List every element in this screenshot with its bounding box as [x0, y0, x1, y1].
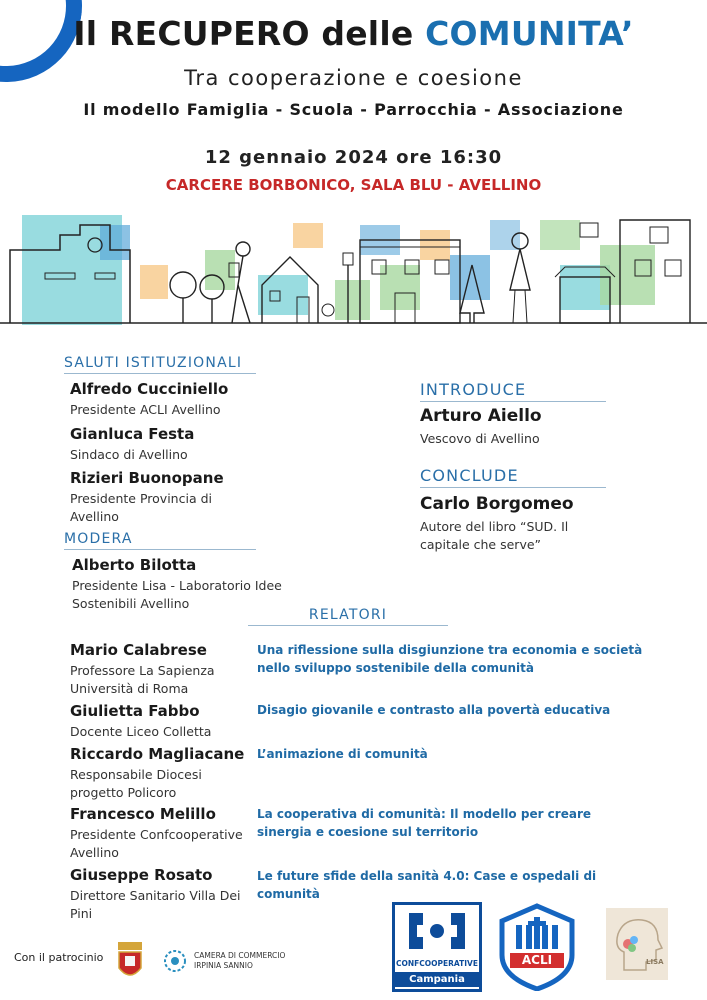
- camera-line-1: CAMERA DI COMMERCIO: [194, 951, 286, 960]
- relatore-3: [70, 745, 255, 802]
- person-name: Arturo Aiello: [420, 406, 542, 426]
- relatore-2: [70, 702, 245, 741]
- confcoop-line-2: Campania: [395, 972, 479, 987]
- person-name: Giuseppe Rosato: [70, 866, 213, 884]
- relatore-5-topic: Le future sfide della sanità 4.0: Case e ospedali di comunità: [257, 869, 597, 901]
- person-role: Docente Liceo Colletta: [70, 724, 212, 739]
- person-name: Rizieri Buonopane: [70, 469, 224, 487]
- person-name: Alberto Bilotta: [72, 556, 197, 574]
- lisa-label: LISA: [646, 958, 664, 966]
- camera-line-2: IRPINIA SANNIO: [194, 961, 253, 970]
- patrocinio-label: Con il patrocinio: [14, 951, 104, 964]
- relatore-2-topic: Disagio giovanile e contrasto alla povertà educativa: [257, 703, 611, 717]
- confcooperative-mark-icon: [395, 905, 479, 957]
- section-conclude-heading: CONCLUDE: [420, 466, 606, 488]
- person-name: Mario Calabrese: [70, 641, 207, 659]
- relatore-4: [70, 805, 245, 862]
- person-role: Professore La Sapienza Università di Roma: [70, 663, 215, 696]
- relatore-5: [70, 866, 245, 923]
- title-part-1: Il RECUPERO delle: [73, 14, 426, 53]
- person-role: Direttore Sanitario Villa Dei Pini: [70, 888, 241, 921]
- person-name: Carlo Borgomeo: [420, 494, 574, 514]
- section-modera-heading: MODERA: [64, 531, 256, 550]
- saluti-person-3: [70, 469, 240, 526]
- saluti-person-1: [70, 380, 310, 419]
- town-illustration: [0, 205, 707, 335]
- section-saluti-heading: SALUTI ISTITUZIONALI: [64, 355, 256, 374]
- confcoop-line-1: CONFCOOPERATIVE: [396, 959, 478, 968]
- person-role: Responsabile Diocesi progetto Policoro: [70, 767, 202, 800]
- event-place: CARCERE BORBONICO, SALA BLU - AVELLINO: [165, 176, 542, 194]
- relatore-1-topic: Una riflessione sulla disgiunzione tra economia e società nello sviluppo sostenibile della comunità: [257, 643, 643, 675]
- event-date: 12 gennaio 2024 ore 16:30: [204, 147, 503, 168]
- lisa-logo: [606, 908, 668, 980]
- person-role: Sindaco di Avellino: [70, 447, 188, 462]
- person-role: Presidente ACLI Avellino: [70, 402, 221, 417]
- avellino-crest-icon: [115, 938, 145, 986]
- relatore-4-topic: La cooperativa di comunità: Il modello per creare sinergia e coesione sul territorio: [257, 807, 591, 839]
- person-name: Alfredo Cucciniello: [70, 380, 229, 398]
- section-relatori-heading: RELATORI: [248, 607, 448, 626]
- person-role: Vescovo di Avellino: [420, 431, 540, 446]
- lisa-head-icon: [606, 908, 668, 980]
- acli-logo-icon: [498, 903, 576, 991]
- saluti-person-2: [70, 425, 310, 464]
- subtitle: Tra cooperazione e coesione: [184, 66, 523, 90]
- person-name: Giulietta Fabbo: [70, 702, 200, 720]
- camera-commercio-label: [194, 951, 285, 971]
- camera-commercio-logo-icon: [162, 948, 188, 974]
- page-title: [0, 14, 707, 53]
- relatore-3-topic: L’animazione di comunità: [257, 747, 428, 761]
- model-line: Il modello Famiglia - Scuola - Parrocchia - Associazione: [83, 100, 624, 119]
- person-role: Presidente Lisa - Laboratorio Idee Sostenibili Avellino: [72, 578, 282, 611]
- confcooperative-logo: [392, 902, 482, 992]
- conclude-person: [420, 494, 620, 554]
- person-name: Francesco Melillo: [70, 805, 216, 823]
- section-introduce-heading: INTRODUCE: [420, 380, 606, 402]
- person-role: Presidente Provincia di Avellino: [70, 491, 212, 524]
- person-name: Gianluca Festa: [70, 425, 195, 443]
- title-part-2: COMUNITA’: [425, 14, 634, 53]
- person-role: Autore del libro “SUD. Il capitale che serve”: [420, 519, 569, 552]
- modera-person: [72, 556, 312, 613]
- acli-label: ACLI: [521, 953, 553, 967]
- person-name: Riccardo Magliacane: [70, 745, 245, 763]
- relatore-1: [70, 641, 245, 698]
- introduce-person: [420, 406, 660, 448]
- person-role: Presidente Confcooperative Avellino: [70, 827, 243, 860]
